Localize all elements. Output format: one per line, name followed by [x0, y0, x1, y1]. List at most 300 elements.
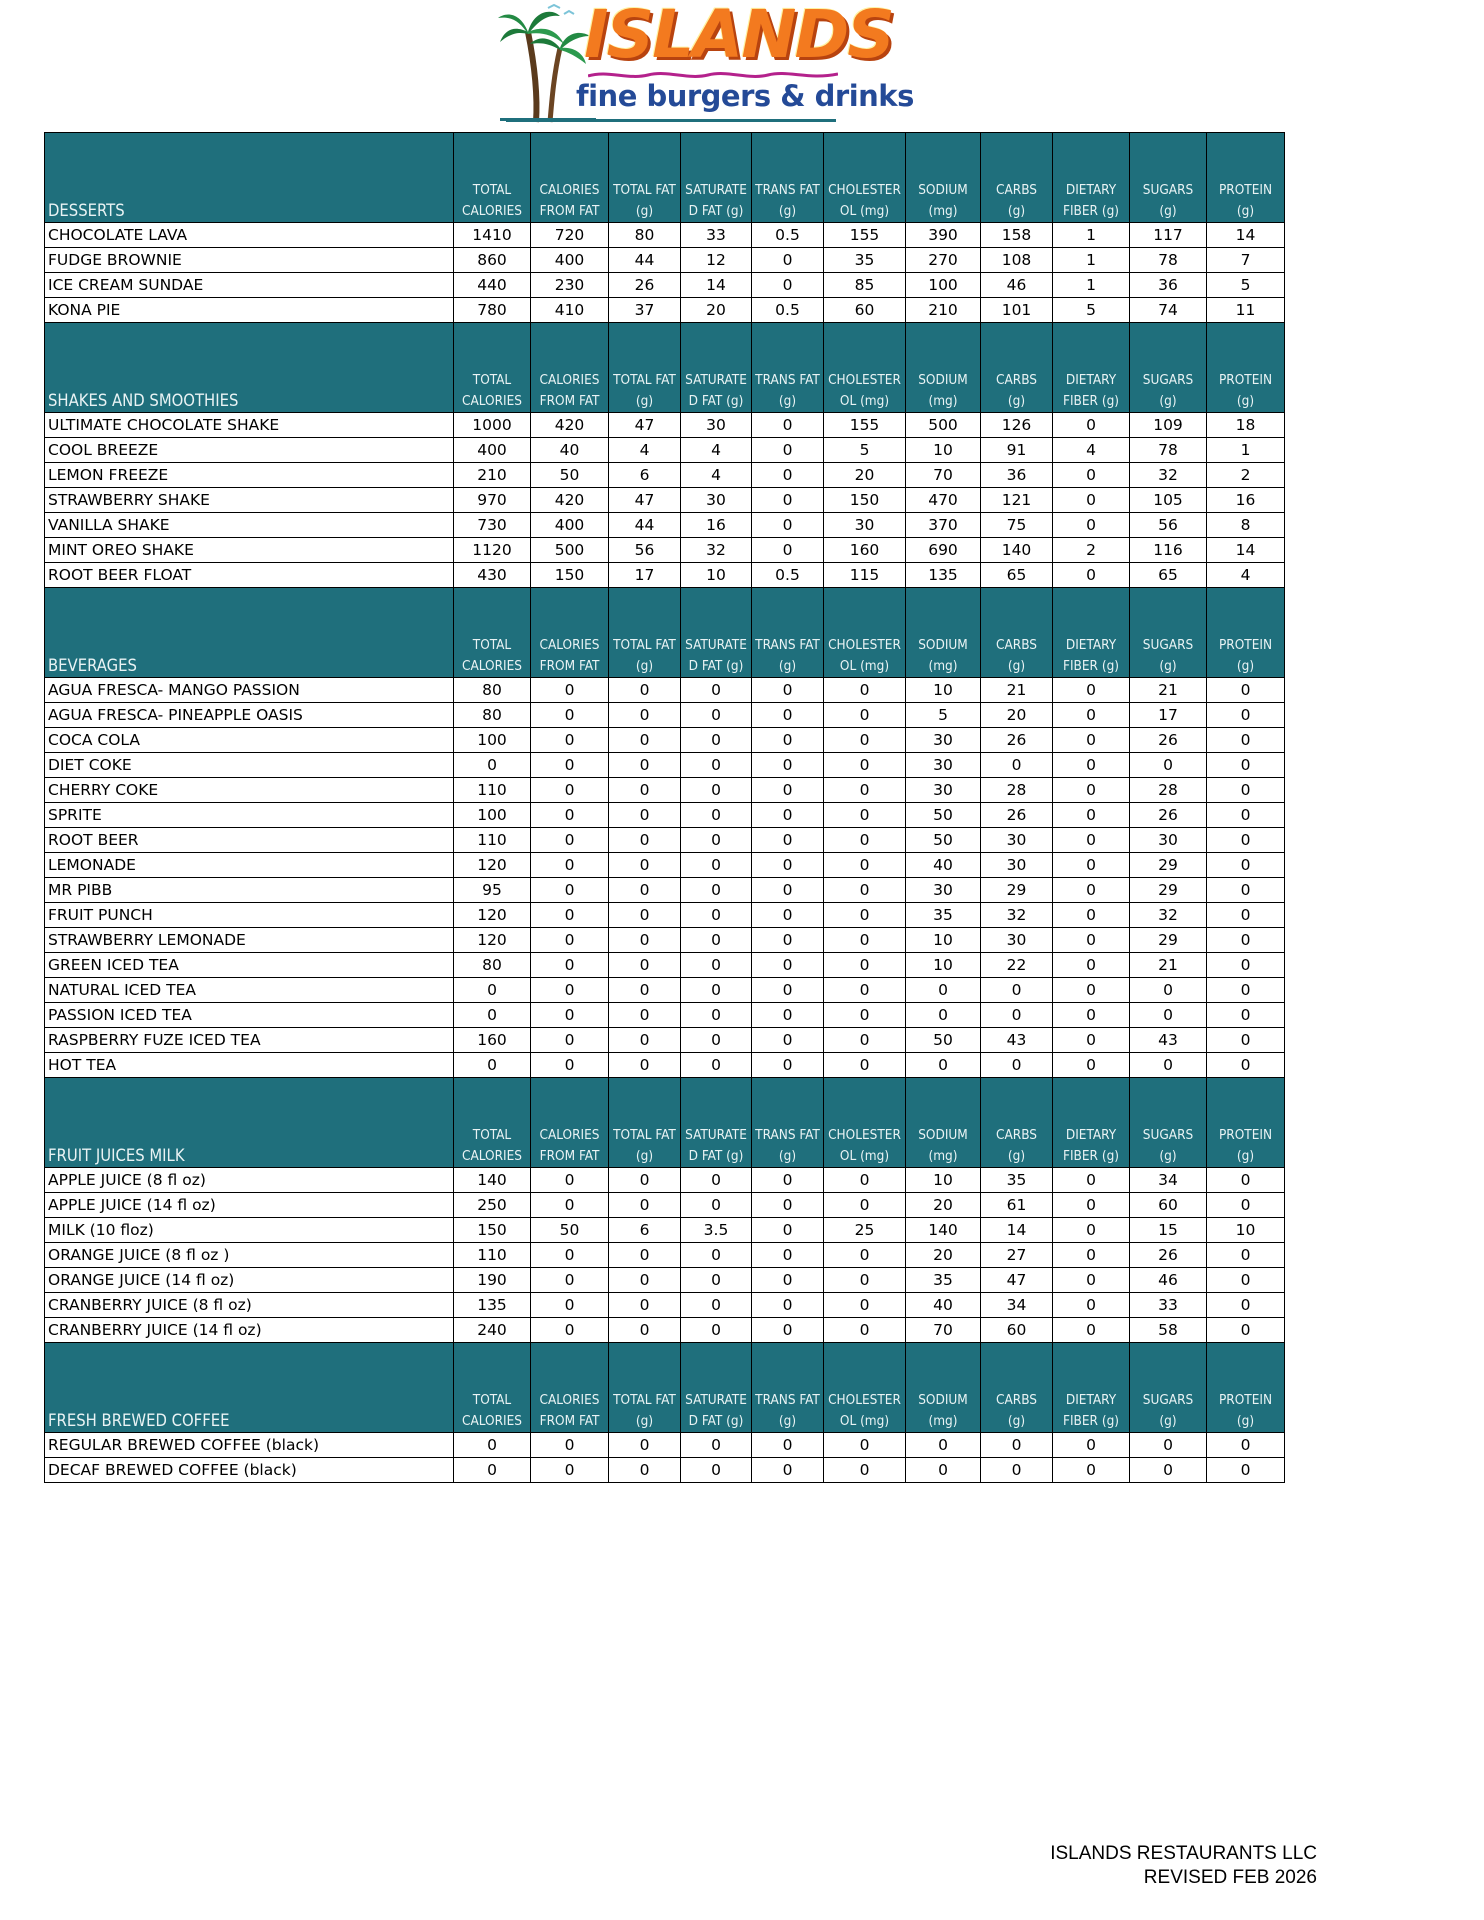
- table-row: [45, 853, 1285, 878]
- nutrient-value: 0: [531, 803, 609, 828]
- nutrient-value: 29: [1130, 853, 1207, 878]
- item-name: AGUA FRESCA- PINEAPPLE OASIS: [45, 703, 454, 728]
- nutrient-value: 0: [906, 1458, 981, 1483]
- nutrient-value: 0: [681, 703, 752, 728]
- column-header: [981, 1078, 1053, 1168]
- column-header: [1053, 133, 1130, 223]
- item-name: STRAWBERRY LEMONADE: [45, 928, 454, 953]
- nutrient-value: 0: [824, 753, 906, 778]
- nutrient-value: 1: [1207, 438, 1285, 463]
- nutrient-value: 0: [531, 1293, 609, 1318]
- nutrient-value: 0: [752, 1193, 824, 1218]
- nutrient-value: 60: [1130, 1193, 1207, 1218]
- column-header-line: D FAT (g): [688, 393, 744, 409]
- nutrient-value: 46: [1130, 1268, 1207, 1293]
- column-header: [981, 1343, 1053, 1433]
- nutrient-value: 2: [1053, 538, 1130, 563]
- table-row: [45, 753, 1285, 778]
- nutrient-value: 28: [981, 778, 1053, 803]
- nutrient-value: 25: [824, 1218, 906, 1243]
- nutrient-value: 0: [1207, 1458, 1285, 1483]
- nutrient-value: 0: [1207, 1053, 1285, 1078]
- nutrient-value: 0: [824, 1243, 906, 1268]
- nutrient-value: 158: [981, 223, 1053, 248]
- nutrient-value: 0: [1207, 1433, 1285, 1458]
- nutrient-value: 11: [1207, 298, 1285, 323]
- column-header-line: (g): [635, 393, 654, 409]
- column-header-line: CALORIES: [539, 1127, 600, 1143]
- column-header-line: DIETARY: [1065, 182, 1117, 198]
- nutrient-value: 36: [1130, 273, 1207, 298]
- column-header-line: CALORIES: [461, 393, 523, 409]
- nutrient-value: 140: [454, 1168, 531, 1193]
- column-header: [531, 133, 609, 223]
- column-header: [824, 323, 906, 413]
- nutrient-value: 26: [981, 728, 1053, 753]
- nutrient-value: 0: [1207, 1193, 1285, 1218]
- nutrient-value: 0: [824, 878, 906, 903]
- column-header: [609, 1343, 681, 1433]
- nutrient-value: 730: [454, 513, 531, 538]
- nutrient-value: 0: [1207, 728, 1285, 753]
- nutrient-value: 0: [906, 1433, 981, 1458]
- nutrient-value: 0: [609, 953, 681, 978]
- nutrient-value: 109: [1130, 413, 1207, 438]
- column-header-line: CALORIES: [461, 203, 523, 219]
- column-header-line: (g): [1236, 658, 1255, 674]
- nutrient-value: 0: [531, 1268, 609, 1293]
- nutrient-value: 0: [609, 703, 681, 728]
- table-row: [45, 298, 1285, 323]
- column-header-line: CHOLESTER: [828, 637, 901, 653]
- nutrient-value: 155: [824, 223, 906, 248]
- nutrient-value: 0: [454, 1433, 531, 1458]
- column-header-line: TOTAL FAT: [613, 182, 676, 198]
- item-name: MILK (10 floz): [45, 1218, 454, 1243]
- section-title: FRESH BREWED COFFEE: [45, 1343, 454, 1433]
- nutrient-value: 0: [609, 803, 681, 828]
- column-header-line: (g): [635, 1413, 654, 1429]
- table-row: [45, 1243, 1285, 1268]
- nutrient-value: 29: [1130, 878, 1207, 903]
- section-header-row: [45, 588, 1285, 678]
- nutrient-value: 0: [824, 978, 906, 1003]
- column-header-line: SUGARS: [1142, 372, 1194, 388]
- table-row: [45, 928, 1285, 953]
- column-header-line: FROM FAT: [539, 658, 600, 674]
- nutrient-value: 0: [752, 538, 824, 563]
- logo-underline: [506, 118, 836, 124]
- nutrient-value: 3.5: [681, 1218, 752, 1243]
- nutrient-value: 0: [1207, 1003, 1285, 1028]
- item-name: CHOCOLATE LAVA: [45, 223, 454, 248]
- nutrient-value: 0: [906, 1053, 981, 1078]
- column-header: [752, 323, 824, 413]
- column-header-line: TOTAL: [472, 182, 512, 198]
- column-header: [824, 1343, 906, 1433]
- nutrient-value: 65: [1130, 563, 1207, 588]
- item-name: COCA COLA: [45, 728, 454, 753]
- column-header-line: TOTAL: [472, 1127, 512, 1143]
- nutrient-value: 0: [752, 903, 824, 928]
- column-header-line: TOTAL FAT: [613, 1127, 676, 1143]
- nutrient-value: 0: [752, 273, 824, 298]
- nutrient-value: 0: [531, 678, 609, 703]
- nutrient-value: 50: [906, 803, 981, 828]
- nutrient-value: 160: [824, 538, 906, 563]
- nutrient-value: 0: [824, 828, 906, 853]
- table-row: [45, 1433, 1285, 1458]
- nutrient-value: 0: [824, 1168, 906, 1193]
- nutrient-value: 0: [1053, 978, 1130, 1003]
- nutrient-value: 0: [531, 703, 609, 728]
- item-name: LEMONADE: [45, 853, 454, 878]
- nutrient-value: 32: [1130, 463, 1207, 488]
- nutrient-value: 0: [1053, 1003, 1130, 1028]
- nutrient-value: 10: [681, 563, 752, 588]
- nutrient-value: 0: [981, 1458, 1053, 1483]
- nutrient-value: 10: [906, 953, 981, 978]
- nutrient-value: 0: [1053, 878, 1130, 903]
- column-header: [981, 588, 1053, 678]
- nutrient-value: 0: [752, 853, 824, 878]
- nutrient-value: 0: [609, 1243, 681, 1268]
- nutrient-value: 0: [1207, 853, 1285, 878]
- nutrient-value: 16: [1207, 488, 1285, 513]
- nutrient-value: 61: [981, 1193, 1053, 1218]
- nutrient-value: 0: [454, 1458, 531, 1483]
- nutrient-value: 1: [1053, 273, 1130, 298]
- column-header: [1130, 133, 1207, 223]
- column-header: [1053, 588, 1130, 678]
- nutrient-value: 420: [531, 413, 609, 438]
- nutrient-value: 0: [752, 953, 824, 978]
- column-header-line: (g): [1007, 1148, 1026, 1164]
- nutrient-value: 0: [681, 1028, 752, 1053]
- column-header-line: FIBER (g): [1062, 658, 1120, 674]
- nutrient-value: 0: [752, 413, 824, 438]
- nutrient-value: 0: [681, 878, 752, 903]
- nutrient-value: 0: [531, 853, 609, 878]
- nutrient-value: 0: [531, 1243, 609, 1268]
- nutrient-value: 0: [824, 778, 906, 803]
- nutrient-value: 0: [752, 678, 824, 703]
- nutrient-value: 56: [1130, 513, 1207, 538]
- nutrient-value: 0: [1053, 1028, 1130, 1053]
- table-row: [45, 1218, 1285, 1243]
- column-header-line: CALORIES: [539, 637, 600, 653]
- column-header-line: CARBS: [995, 637, 1038, 653]
- nutrient-value: 0: [906, 978, 981, 1003]
- nutrient-value: 0: [824, 1028, 906, 1053]
- nutrient-value: 44: [609, 513, 681, 538]
- nutrient-value: 430: [454, 563, 531, 588]
- table-row: [45, 878, 1285, 903]
- nutrient-value: 0: [609, 1053, 681, 1078]
- column-header: [906, 1343, 981, 1433]
- nutrient-value: 0: [824, 853, 906, 878]
- nutrient-value: 20: [824, 463, 906, 488]
- column-header: [1207, 1078, 1285, 1168]
- column-header-line: SODIUM: [918, 1392, 968, 1408]
- nutrient-value: 0: [752, 728, 824, 753]
- nutrient-value: 26: [1130, 1243, 1207, 1268]
- nutrient-value: 0: [681, 678, 752, 703]
- nutrient-value: 0: [609, 978, 681, 1003]
- column-header-line: CALORIES: [539, 372, 600, 388]
- nutrient-value: 0: [752, 1458, 824, 1483]
- nutrient-value: 0: [454, 978, 531, 1003]
- column-header: [531, 1343, 609, 1433]
- nutrient-value: 14: [1207, 223, 1285, 248]
- item-name: DECAF BREWED COFFEE (black): [45, 1458, 454, 1483]
- item-name: VANILLA SHAKE: [45, 513, 454, 538]
- nutrient-value: 0: [681, 928, 752, 953]
- revision-date: REVISED FEB 2026: [1143, 1867, 1317, 1888]
- nutrient-value: 0: [609, 828, 681, 853]
- column-header-line: (g): [1236, 1148, 1255, 1164]
- nutrient-value: 0: [752, 463, 824, 488]
- nutrient-value: 210: [906, 298, 981, 323]
- nutrient-value: 0: [1053, 1243, 1130, 1268]
- nutrient-value: 0: [1053, 1218, 1130, 1243]
- nutrient-value: 30: [1130, 828, 1207, 853]
- nutrient-value: 400: [531, 513, 609, 538]
- nutrient-value: 720: [531, 223, 609, 248]
- nutrient-value: 0: [609, 1458, 681, 1483]
- nutrient-value: 420: [531, 488, 609, 513]
- column-header-line: DIETARY: [1065, 372, 1117, 388]
- nutrient-value: 1410: [454, 223, 531, 248]
- nutrient-value: 0: [531, 928, 609, 953]
- nutrient-value: 0: [1207, 1268, 1285, 1293]
- section-header-row: [45, 323, 1285, 413]
- nutrient-value: 70: [906, 463, 981, 488]
- nutrient-value: 101: [981, 298, 1053, 323]
- nutrient-value: 20: [681, 298, 752, 323]
- column-header-line: (g): [778, 1148, 797, 1164]
- nutrient-value: 34: [1130, 1168, 1207, 1193]
- nutrient-value: 17: [609, 563, 681, 588]
- table-row: [45, 703, 1285, 728]
- nutrient-value: 0: [1207, 678, 1285, 703]
- nutrient-value: 35: [906, 903, 981, 928]
- nutrient-value: 0: [824, 703, 906, 728]
- nutrient-value: 30: [906, 753, 981, 778]
- nutrient-value: 0: [1207, 828, 1285, 853]
- nutrient-value: 150: [824, 488, 906, 513]
- nutrient-value: 100: [906, 273, 981, 298]
- item-name: REGULAR BREWED COFFEE (black): [45, 1433, 454, 1458]
- table-row: [45, 1293, 1285, 1318]
- column-header-line: FIBER (g): [1062, 393, 1120, 409]
- item-name: GREEN ICED TEA: [45, 953, 454, 978]
- nutrient-value: 500: [906, 413, 981, 438]
- column-header-line: CALORIES: [539, 182, 600, 198]
- column-header: [752, 1343, 824, 1433]
- column-header-line: (mg): [928, 393, 958, 409]
- nutrient-value: 135: [906, 563, 981, 588]
- nutrient-value: 0: [609, 778, 681, 803]
- table-row: [45, 828, 1285, 853]
- column-header: [454, 133, 531, 223]
- nutrient-value: 30: [981, 828, 1053, 853]
- nutrient-value: 1: [1053, 223, 1130, 248]
- item-name: NATURAL ICED TEA: [45, 978, 454, 1003]
- nutrient-value: 6: [609, 463, 681, 488]
- nutrient-value: 60: [824, 298, 906, 323]
- nutrient-value: 0: [981, 753, 1053, 778]
- nutrient-value: 0: [824, 1003, 906, 1028]
- column-header-line: TOTAL: [472, 372, 512, 388]
- nutrient-value: 70: [906, 1318, 981, 1343]
- nutrient-value: 0: [752, 1028, 824, 1053]
- nutrient-value: 0: [824, 928, 906, 953]
- nutrient-value: 10: [906, 678, 981, 703]
- nutrient-value: 30: [906, 728, 981, 753]
- nutrient-value: 0: [1053, 1458, 1130, 1483]
- nutrient-value: 0: [824, 1293, 906, 1318]
- nutrient-value: 0: [681, 1293, 752, 1318]
- nutrient-value: 37: [609, 298, 681, 323]
- nutrient-value: 21: [1130, 953, 1207, 978]
- nutrient-value: 0: [752, 828, 824, 853]
- nutrient-value: 91: [981, 438, 1053, 463]
- item-name: DIET COKE: [45, 753, 454, 778]
- nutrient-value: 0: [609, 1193, 681, 1218]
- nutrient-value: 0: [1130, 1458, 1207, 1483]
- nutrient-value: 121: [981, 488, 1053, 513]
- nutrient-value: 0: [1207, 1243, 1285, 1268]
- nutrient-value: 0: [1053, 1053, 1130, 1078]
- nutrient-value: 0: [981, 1433, 1053, 1458]
- nutrient-value: 0: [609, 1268, 681, 1293]
- nutrient-value: 0: [1053, 953, 1130, 978]
- nutrient-value: 47: [981, 1268, 1053, 1293]
- column-header-line: PROTEIN: [1218, 1392, 1273, 1408]
- nutrient-value: 210: [454, 463, 531, 488]
- nutrient-value: 58: [1130, 1318, 1207, 1343]
- nutrient-value: 270: [906, 248, 981, 273]
- nutrient-value: 0: [824, 1318, 906, 1343]
- nutrient-value: 44: [609, 248, 681, 273]
- column-header-line: (mg): [928, 203, 958, 219]
- nutrient-value: 116: [1130, 538, 1207, 563]
- nutrient-value: 14: [981, 1218, 1053, 1243]
- table-row: [45, 803, 1285, 828]
- column-header: [1207, 588, 1285, 678]
- nutrient-value: 0: [681, 1168, 752, 1193]
- nutrient-value: 30: [981, 928, 1053, 953]
- nutrient-value: 0: [531, 1458, 609, 1483]
- item-name: STRAWBERRY SHAKE: [45, 488, 454, 513]
- item-name: HOT TEA: [45, 1053, 454, 1078]
- nutrient-value: 0: [1207, 778, 1285, 803]
- nutrient-value: 0: [1053, 928, 1130, 953]
- nutrient-value: 0: [1053, 1168, 1130, 1193]
- column-header-line: (g): [1236, 1413, 1255, 1429]
- nutrient-value: 4: [1207, 563, 1285, 588]
- column-header-line: SATURATE: [685, 637, 747, 653]
- nutrient-value: 0: [531, 1003, 609, 1028]
- table-row: [45, 1028, 1285, 1053]
- nutrient-value: 35: [981, 1168, 1053, 1193]
- nutrient-value: 0: [752, 928, 824, 953]
- column-header: [906, 133, 981, 223]
- nutrient-value: 50: [906, 1028, 981, 1053]
- nutrient-value: 0: [681, 1318, 752, 1343]
- nutrient-value: 5: [1053, 298, 1130, 323]
- nutrient-value: 0: [752, 978, 824, 1003]
- nutrient-value: 0: [609, 903, 681, 928]
- column-header-line: SUGARS: [1142, 182, 1194, 198]
- item-name: ROOT BEER FLOAT: [45, 563, 454, 588]
- nutrient-value: 120: [454, 928, 531, 953]
- nutrient-value: 0: [681, 1458, 752, 1483]
- column-header: [531, 1078, 609, 1168]
- nutrient-value: 33: [1130, 1293, 1207, 1318]
- nutrient-value: 32: [681, 538, 752, 563]
- nutrient-value: 0: [681, 903, 752, 928]
- table-row: [45, 513, 1285, 538]
- column-header: [1130, 588, 1207, 678]
- nutrient-value: 150: [531, 563, 609, 588]
- column-header-line: (g): [1007, 393, 1026, 409]
- nutrient-value: 0: [609, 928, 681, 953]
- column-header-line: (mg): [928, 658, 958, 674]
- column-header-line: SATURATE: [685, 182, 747, 198]
- nutrient-value: 0.5: [752, 563, 824, 588]
- nutrient-value: 0: [1053, 513, 1130, 538]
- column-header: [1130, 1078, 1207, 1168]
- table-row: [45, 248, 1285, 273]
- nutrient-value: 0: [1053, 1293, 1130, 1318]
- item-name: RASPBERRY FUZE ICED TEA: [45, 1028, 454, 1053]
- nutrient-value: 35: [906, 1268, 981, 1293]
- nutrient-value: 0: [454, 753, 531, 778]
- column-header-line: TOTAL: [472, 637, 512, 653]
- nutrient-value: 30: [681, 413, 752, 438]
- column-header: [824, 1078, 906, 1168]
- column-header-line: CALORIES: [461, 1413, 523, 1429]
- column-header-line: FROM FAT: [539, 393, 600, 409]
- nutrient-value: 0: [1130, 1433, 1207, 1458]
- nutrient-value: 105: [1130, 488, 1207, 513]
- nutrient-value: 0: [1053, 803, 1130, 828]
- column-header-line: (g): [1159, 203, 1177, 219]
- nutrient-value: 0: [681, 1053, 752, 1078]
- nutrient-value: 26: [609, 273, 681, 298]
- nutrient-value: 0: [824, 1433, 906, 1458]
- column-header-line: (g): [778, 1413, 797, 1429]
- nutrient-value: 0: [531, 1168, 609, 1193]
- nutrient-value: 0: [752, 438, 824, 463]
- table-row: [45, 1318, 1285, 1343]
- nutrient-value: 0: [531, 728, 609, 753]
- column-header: [454, 1343, 531, 1433]
- nutrient-value: 0: [981, 1003, 1053, 1028]
- column-header: [1130, 323, 1207, 413]
- nutrient-value: 32: [1130, 903, 1207, 928]
- nutrient-value: 28: [1130, 778, 1207, 803]
- column-header: [906, 1078, 981, 1168]
- brand-wordmark: ISLANDS: [584, 0, 893, 73]
- nutrient-value: 50: [531, 463, 609, 488]
- item-name: CHERRY COKE: [45, 778, 454, 803]
- nutrient-value: 0: [1207, 803, 1285, 828]
- section-title: FRUIT JUICES MILK: [45, 1078, 454, 1168]
- nutrient-value: 0: [1207, 1168, 1285, 1193]
